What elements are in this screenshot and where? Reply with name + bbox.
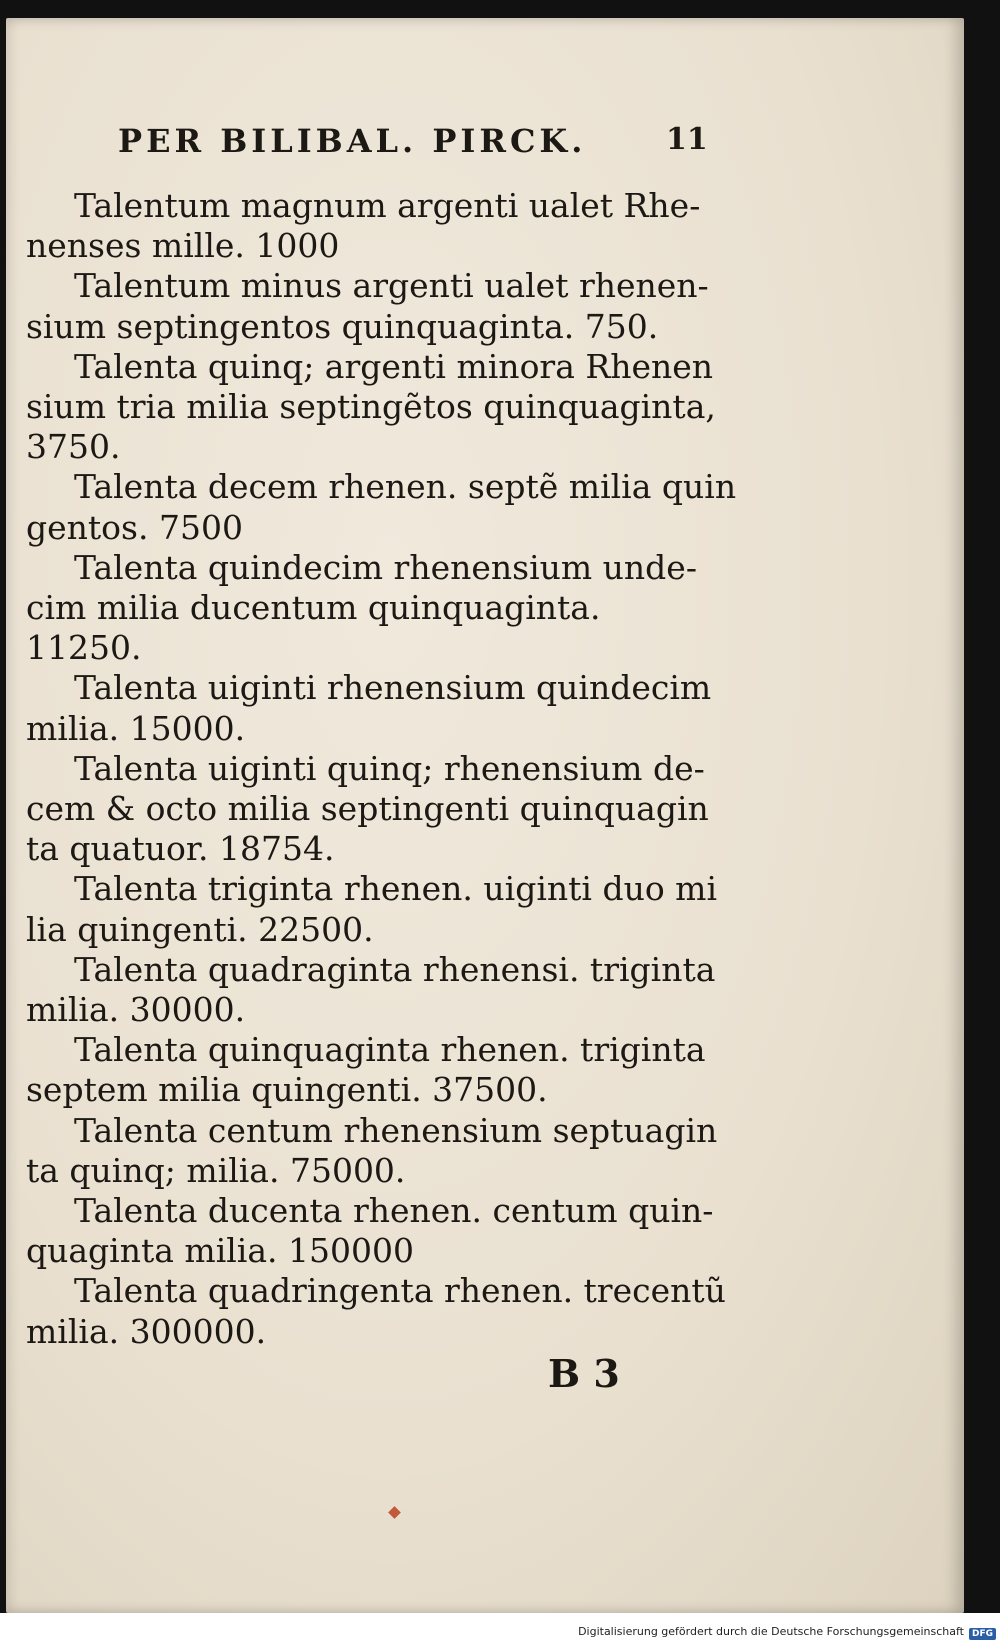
- book-page: [6, 18, 964, 1613]
- text-line: Talenta quadringenta rhenen. trecentũ: [74, 1271, 726, 1311]
- text-line: Talenta centum rhenensium septuagin: [74, 1110, 718, 1150]
- text-entry: [26, 869, 718, 949]
- text-entry: [26, 346, 716, 468]
- page-text: [26, 186, 737, 1352]
- text-line: 3750.: [26, 427, 121, 467]
- text-line: ta quinq; milia. 75000.: [26, 1150, 406, 1190]
- text-entry: [26, 1191, 714, 1271]
- text-line: milia. 15000.: [26, 708, 246, 748]
- text-entry: [26, 467, 737, 547]
- page-number: 11: [666, 122, 708, 157]
- text-line: Talentum magnum argenti ualet Rhe-: [74, 186, 701, 225]
- text-line: 11250.: [26, 628, 142, 668]
- text-line: ta quatuor. 18754.: [26, 829, 335, 869]
- text-entry: [26, 668, 712, 748]
- text-line: Talenta ducenta rhenen. centum quin-: [74, 1191, 714, 1231]
- text-line: Talenta decem rhenen. septẽ milia quin: [74, 467, 737, 507]
- text-line: Talenta quinquaginta rhenen. triginta: [74, 1030, 706, 1070]
- text-entry: [26, 1110, 718, 1191]
- text-line: lia quingenti. 22500.: [26, 909, 374, 949]
- text-line: Talenta uiginti quinq; rhenensium de-: [74, 748, 705, 788]
- text-entry: [26, 949, 716, 1030]
- text-line: quaginta milia. 150000: [26, 1231, 414, 1271]
- text-entry: [26, 1271, 726, 1351]
- text-line: Talenta quindecim rhenensium unde-: [74, 547, 697, 587]
- text-entry: [26, 1030, 706, 1110]
- text-line: sium tria milia septingẽtos quinquaginta,: [26, 387, 716, 427]
- text-line: Talenta quinq; argenti minora Rhenen: [74, 346, 714, 386]
- text-line: nenses mille. 1000: [26, 226, 340, 266]
- text-line: Talentum minus argenti ualet rhenen-: [74, 266, 709, 306]
- text-line: septem milia quingenti. 37500.: [26, 1070, 548, 1110]
- running-head: PER BILIBAL. PIRCK.: [118, 122, 587, 160]
- signature-mark: B 3: [548, 1351, 620, 1396]
- text-line: gentos. 7500: [26, 507, 243, 547]
- dfg-logo: DFG: [969, 1628, 996, 1640]
- footer-credit: Digitalisierung gefördert durch die Deutsche Forschungsgemeinschaft: [578, 1625, 964, 1638]
- text-line: milia. 300000.: [26, 1311, 267, 1351]
- text-line: Talenta uiginti rhenensium quindecim: [74, 668, 712, 708]
- text-entry: [26, 548, 706, 669]
- text-line: Talenta triginta rhenen. uiginti duo mi: [74, 869, 718, 909]
- text-line: milia. 30000.: [26, 990, 246, 1030]
- text-entry: [26, 186, 706, 266]
- text-line: Talenta quadraginta rhenensi. triginta: [74, 949, 716, 989]
- text-line: sium septingentos quinquaginta. 750.: [26, 306, 659, 346]
- text-entry: [26, 748, 709, 870]
- text-line: cim milia ducentum quinquaginta.: [26, 588, 601, 628]
- text-entry: [26, 266, 709, 346]
- red-ink-spot: [388, 1506, 401, 1519]
- text-line: cem & octo milia septingenti quinquagin: [26, 789, 709, 829]
